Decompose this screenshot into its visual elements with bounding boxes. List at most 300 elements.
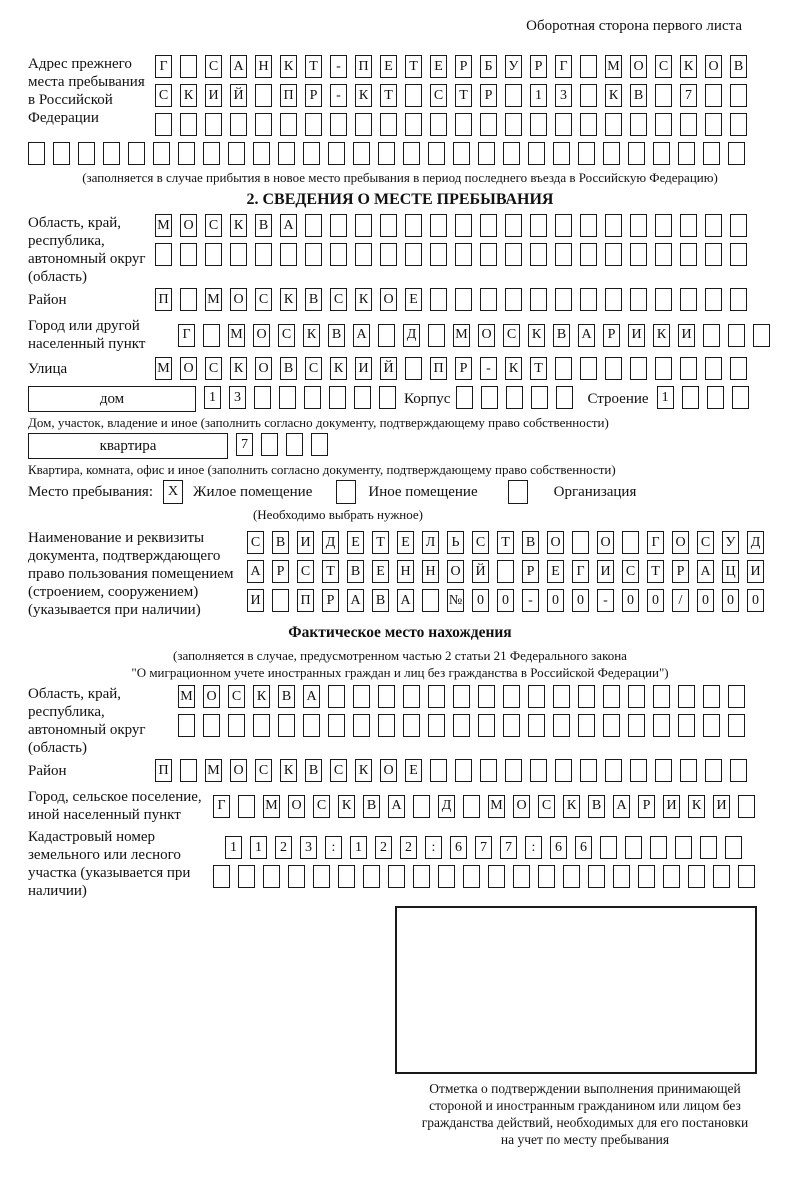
- char-cell[interactable]: [728, 324, 745, 347]
- char-cell[interactable]: И: [297, 531, 314, 554]
- char-cell[interactable]: М: [155, 214, 172, 237]
- char-cell[interactable]: [588, 865, 605, 888]
- char-cell[interactable]: [530, 113, 547, 136]
- char-cell[interactable]: 0: [697, 589, 714, 612]
- char-cell[interactable]: [655, 288, 672, 311]
- char-cell[interactable]: [703, 714, 720, 737]
- char-cell[interactable]: А: [303, 685, 320, 708]
- char-cell[interactable]: [455, 759, 472, 782]
- char-cell[interactable]: [380, 214, 397, 237]
- char-cell[interactable]: [680, 214, 697, 237]
- char-cell[interactable]: [678, 714, 695, 737]
- char-cell[interactable]: [428, 324, 445, 347]
- char-cell[interactable]: Т: [405, 55, 422, 78]
- char-cell[interactable]: Р: [672, 560, 689, 583]
- char-cell[interactable]: [678, 685, 695, 708]
- char-cell[interactable]: [338, 865, 355, 888]
- char-cell[interactable]: [303, 142, 320, 165]
- factual-gorod-grid-row[interactable]: [213, 795, 755, 818]
- char-cell[interactable]: [738, 795, 755, 818]
- char-cell[interactable]: :: [325, 836, 342, 859]
- char-cell[interactable]: [628, 714, 645, 737]
- char-cell[interactable]: П: [280, 84, 297, 107]
- char-cell[interactable]: [553, 142, 570, 165]
- char-cell[interactable]: [180, 288, 197, 311]
- char-cell[interactable]: [730, 243, 747, 266]
- char-cell[interactable]: [155, 243, 172, 266]
- char-cell[interactable]: Р: [603, 324, 620, 347]
- char-cell[interactable]: [688, 865, 705, 888]
- char-cell[interactable]: [463, 865, 480, 888]
- char-cell[interactable]: [155, 113, 172, 136]
- char-cell[interactable]: [613, 865, 630, 888]
- char-cell[interactable]: 0: [722, 589, 739, 612]
- char-cell[interactable]: 0: [572, 589, 589, 612]
- char-cell[interactable]: Р: [322, 589, 339, 612]
- char-cell[interactable]: А: [697, 560, 714, 583]
- char-cell[interactable]: О: [255, 357, 272, 380]
- char-cell[interactable]: [405, 84, 422, 107]
- char-cell[interactable]: С: [330, 288, 347, 311]
- char-cell[interactable]: П: [430, 357, 447, 380]
- char-cell[interactable]: -: [597, 589, 614, 612]
- char-cell[interactable]: А: [353, 324, 370, 347]
- char-cell[interactable]: [378, 714, 395, 737]
- char-cell[interactable]: Т: [530, 357, 547, 380]
- char-cell[interactable]: Т: [497, 531, 514, 554]
- char-cell[interactable]: О: [705, 55, 722, 78]
- char-cell[interactable]: С: [503, 324, 520, 347]
- char-cell[interactable]: Л: [422, 531, 439, 554]
- factual-oblast-grid-row-2[interactable]: [178, 714, 772, 737]
- char-cell[interactable]: [230, 243, 247, 266]
- char-cell[interactable]: [405, 357, 422, 380]
- char-cell[interactable]: [703, 142, 720, 165]
- char-cell[interactable]: С: [697, 531, 714, 554]
- char-cell[interactable]: Н: [422, 560, 439, 583]
- char-cell[interactable]: П: [155, 759, 172, 782]
- char-cell[interactable]: Т: [380, 84, 397, 107]
- char-cell[interactable]: [580, 113, 597, 136]
- char-cell[interactable]: 2: [275, 836, 292, 859]
- char-cell[interactable]: [378, 324, 395, 347]
- char-cell[interactable]: Е: [397, 531, 414, 554]
- char-cell[interactable]: [456, 386, 473, 409]
- char-cell[interactable]: С: [297, 560, 314, 583]
- char-cell[interactable]: У: [722, 531, 739, 554]
- char-cell[interactable]: [178, 714, 195, 737]
- char-cell[interactable]: Б: [480, 55, 497, 78]
- char-cell[interactable]: Р: [455, 357, 472, 380]
- char-cell[interactable]: [497, 560, 514, 583]
- kadastr-grid-row-2[interactable]: [213, 865, 772, 888]
- char-cell[interactable]: [455, 288, 472, 311]
- char-cell[interactable]: [578, 142, 595, 165]
- char-cell[interactable]: [153, 142, 170, 165]
- document-grid-row-3[interactable]: [247, 589, 772, 612]
- char-cell[interactable]: Т: [372, 531, 389, 554]
- char-cell[interactable]: [28, 142, 45, 165]
- char-cell[interactable]: К: [605, 84, 622, 107]
- char-cell[interactable]: К: [330, 357, 347, 380]
- char-cell[interactable]: [705, 84, 722, 107]
- char-cell[interactable]: [455, 113, 472, 136]
- char-cell[interactable]: [380, 243, 397, 266]
- char-cell[interactable]: [103, 142, 120, 165]
- char-cell[interactable]: [430, 243, 447, 266]
- char-cell[interactable]: В: [328, 324, 345, 347]
- char-cell[interactable]: [353, 142, 370, 165]
- char-cell[interactable]: П: [155, 288, 172, 311]
- char-cell[interactable]: С: [247, 531, 264, 554]
- char-cell[interactable]: [286, 433, 303, 456]
- char-cell[interactable]: [178, 142, 195, 165]
- char-cell[interactable]: С: [278, 324, 295, 347]
- char-cell[interactable]: М: [605, 55, 622, 78]
- char-cell[interactable]: М: [155, 357, 172, 380]
- char-cell[interactable]: [203, 714, 220, 737]
- char-cell[interactable]: Р: [305, 84, 322, 107]
- char-cell[interactable]: [705, 113, 722, 136]
- char-cell[interactable]: [705, 759, 722, 782]
- char-cell[interactable]: О: [547, 531, 564, 554]
- factual-oblast-grid-row-1[interactable]: [178, 685, 772, 708]
- char-cell[interactable]: Г: [155, 55, 172, 78]
- char-cell[interactable]: [480, 113, 497, 136]
- char-cell[interactable]: [279, 386, 296, 409]
- char-cell[interactable]: [405, 214, 422, 237]
- char-cell[interactable]: [180, 759, 197, 782]
- char-cell[interactable]: [263, 865, 280, 888]
- char-cell[interactable]: [553, 685, 570, 708]
- char-cell[interactable]: К: [355, 759, 372, 782]
- char-cell[interactable]: [280, 243, 297, 266]
- char-cell[interactable]: В: [363, 795, 380, 818]
- char-cell[interactable]: [128, 142, 145, 165]
- char-cell[interactable]: -: [330, 84, 347, 107]
- char-cell[interactable]: 7: [680, 84, 697, 107]
- char-cell[interactable]: [531, 386, 548, 409]
- char-cell[interactable]: В: [522, 531, 539, 554]
- char-cell[interactable]: В: [305, 759, 322, 782]
- char-cell[interactable]: [580, 55, 597, 78]
- char-cell[interactable]: В: [272, 531, 289, 554]
- residence-checkbox-org[interactable]: [508, 480, 528, 504]
- char-cell[interactable]: [328, 714, 345, 737]
- korpus-grid[interactable]: [456, 386, 573, 409]
- char-cell[interactable]: П: [355, 55, 372, 78]
- char-cell[interactable]: [278, 714, 295, 737]
- char-cell[interactable]: [630, 243, 647, 266]
- char-cell[interactable]: М: [205, 759, 222, 782]
- factual-raion-grid-row[interactable]: [155, 759, 747, 782]
- char-cell[interactable]: [530, 288, 547, 311]
- apartment-type-box[interactable]: квартира: [28, 433, 228, 459]
- char-cell[interactable]: [505, 288, 522, 311]
- char-cell[interactable]: [605, 243, 622, 266]
- char-cell[interactable]: [480, 288, 497, 311]
- char-cell[interactable]: К: [528, 324, 545, 347]
- char-cell[interactable]: Е: [372, 560, 389, 583]
- char-cell[interactable]: [463, 795, 480, 818]
- char-cell[interactable]: [655, 84, 672, 107]
- char-cell[interactable]: [330, 243, 347, 266]
- document-grid-row-2[interactable]: [247, 560, 772, 583]
- house-number-grid[interactable]: [204, 386, 396, 409]
- char-cell[interactable]: [555, 357, 572, 380]
- char-cell[interactable]: [630, 113, 647, 136]
- char-cell[interactable]: С: [472, 531, 489, 554]
- char-cell[interactable]: К: [338, 795, 355, 818]
- char-cell[interactable]: [622, 531, 639, 554]
- kadastr-grid-row-1[interactable]: [225, 836, 772, 859]
- char-cell[interactable]: [655, 214, 672, 237]
- char-cell[interactable]: Е: [430, 55, 447, 78]
- char-cell[interactable]: [705, 288, 722, 311]
- char-cell[interactable]: С: [330, 759, 347, 782]
- char-cell[interactable]: О: [253, 324, 270, 347]
- char-cell[interactable]: К: [688, 795, 705, 818]
- char-cell[interactable]: [280, 113, 297, 136]
- char-cell[interactable]: -: [330, 55, 347, 78]
- char-cell[interactable]: №: [447, 589, 464, 612]
- oblast-grid-row-2[interactable]: [155, 243, 772, 266]
- char-cell[interactable]: [305, 214, 322, 237]
- char-cell[interactable]: [528, 714, 545, 737]
- char-cell[interactable]: [503, 685, 520, 708]
- char-cell[interactable]: [572, 531, 589, 554]
- char-cell[interactable]: Т: [647, 560, 664, 583]
- char-cell[interactable]: [530, 759, 547, 782]
- char-cell[interactable]: [555, 759, 572, 782]
- char-cell[interactable]: И: [678, 324, 695, 347]
- char-cell[interactable]: 3: [300, 836, 317, 859]
- char-cell[interactable]: В: [280, 357, 297, 380]
- char-cell[interactable]: [730, 288, 747, 311]
- char-cell[interactable]: И: [747, 560, 764, 583]
- char-cell[interactable]: М: [228, 324, 245, 347]
- char-cell[interactable]: [728, 685, 745, 708]
- char-cell[interactable]: [705, 243, 722, 266]
- char-cell[interactable]: [655, 759, 672, 782]
- char-cell[interactable]: [653, 142, 670, 165]
- char-cell[interactable]: /: [672, 589, 689, 612]
- char-cell[interactable]: [600, 836, 617, 859]
- char-cell[interactable]: [678, 142, 695, 165]
- char-cell[interactable]: [680, 357, 697, 380]
- char-cell[interactable]: К: [280, 55, 297, 78]
- char-cell[interactable]: 0: [747, 589, 764, 612]
- char-cell[interactable]: [580, 357, 597, 380]
- char-cell[interactable]: [430, 113, 447, 136]
- char-cell[interactable]: [330, 214, 347, 237]
- char-cell[interactable]: Й: [472, 560, 489, 583]
- char-cell[interactable]: О: [630, 55, 647, 78]
- char-cell[interactable]: С: [255, 288, 272, 311]
- house-type-box[interactable]: дом: [28, 386, 196, 412]
- char-cell[interactable]: С: [655, 55, 672, 78]
- char-cell[interactable]: М: [263, 795, 280, 818]
- char-cell[interactable]: Т: [305, 55, 322, 78]
- char-cell[interactable]: С: [255, 759, 272, 782]
- char-cell[interactable]: [328, 685, 345, 708]
- char-cell[interactable]: И: [205, 84, 222, 107]
- char-cell[interactable]: Р: [272, 560, 289, 583]
- char-cell[interactable]: [530, 243, 547, 266]
- char-cell[interactable]: [203, 142, 220, 165]
- char-cell[interactable]: [378, 685, 395, 708]
- apartment-number-grid[interactable]: [236, 433, 328, 456]
- char-cell[interactable]: Е: [347, 531, 364, 554]
- char-cell[interactable]: [378, 142, 395, 165]
- char-cell[interactable]: [555, 288, 572, 311]
- char-cell[interactable]: К: [280, 759, 297, 782]
- char-cell[interactable]: [228, 142, 245, 165]
- char-cell[interactable]: [480, 243, 497, 266]
- char-cell[interactable]: Ь: [447, 531, 464, 554]
- char-cell[interactable]: [203, 324, 220, 347]
- char-cell[interactable]: К: [563, 795, 580, 818]
- char-cell[interactable]: А: [247, 560, 264, 583]
- char-cell[interactable]: [205, 243, 222, 266]
- char-cell[interactable]: К: [653, 324, 670, 347]
- char-cell[interactable]: И: [597, 560, 614, 583]
- char-cell[interactable]: С: [205, 214, 222, 237]
- char-cell[interactable]: [213, 865, 230, 888]
- char-cell[interactable]: [53, 142, 70, 165]
- char-cell[interactable]: [353, 685, 370, 708]
- char-cell[interactable]: К: [230, 357, 247, 380]
- char-cell[interactable]: [580, 214, 597, 237]
- char-cell[interactable]: Р: [480, 84, 497, 107]
- char-cell[interactable]: [630, 759, 647, 782]
- char-cell[interactable]: [453, 685, 470, 708]
- char-cell[interactable]: [488, 865, 505, 888]
- char-cell[interactable]: [305, 113, 322, 136]
- char-cell[interactable]: О: [230, 759, 247, 782]
- char-cell[interactable]: [478, 142, 495, 165]
- char-cell[interactable]: [505, 243, 522, 266]
- char-cell[interactable]: [655, 113, 672, 136]
- prev-address-grid-row-1[interactable]: [155, 55, 772, 78]
- char-cell[interactable]: [403, 685, 420, 708]
- char-cell[interactable]: [578, 685, 595, 708]
- char-cell[interactable]: [503, 142, 520, 165]
- char-cell[interactable]: Д: [322, 531, 339, 554]
- char-cell[interactable]: И: [713, 795, 730, 818]
- char-cell[interactable]: [503, 714, 520, 737]
- char-cell[interactable]: 3: [229, 386, 246, 409]
- char-cell[interactable]: [703, 324, 720, 347]
- char-cell[interactable]: [707, 386, 724, 409]
- char-cell[interactable]: [304, 386, 321, 409]
- char-cell[interactable]: [478, 714, 495, 737]
- char-cell[interactable]: Й: [380, 357, 397, 380]
- char-cell[interactable]: [705, 357, 722, 380]
- char-cell[interactable]: 1: [204, 386, 221, 409]
- char-cell[interactable]: М: [178, 685, 195, 708]
- char-cell[interactable]: -: [522, 589, 539, 612]
- char-cell[interactable]: [255, 113, 272, 136]
- char-cell[interactable]: [505, 84, 522, 107]
- char-cell[interactable]: [603, 714, 620, 737]
- char-cell[interactable]: С: [205, 357, 222, 380]
- char-cell[interactable]: 7: [500, 836, 517, 859]
- char-cell[interactable]: [428, 142, 445, 165]
- char-cell[interactable]: [700, 836, 717, 859]
- char-cell[interactable]: [480, 759, 497, 782]
- char-cell[interactable]: [563, 865, 580, 888]
- gorod-grid-row[interactable]: [178, 324, 770, 347]
- char-cell[interactable]: К: [280, 288, 297, 311]
- char-cell[interactable]: [430, 288, 447, 311]
- char-cell[interactable]: И: [247, 589, 264, 612]
- char-cell[interactable]: [403, 714, 420, 737]
- char-cell[interactable]: [430, 214, 447, 237]
- char-cell[interactable]: [580, 84, 597, 107]
- char-cell[interactable]: 0: [622, 589, 639, 612]
- char-cell[interactable]: С: [622, 560, 639, 583]
- char-cell[interactable]: А: [347, 589, 364, 612]
- char-cell[interactable]: [355, 243, 372, 266]
- char-cell[interactable]: [713, 865, 730, 888]
- char-cell[interactable]: [630, 288, 647, 311]
- char-cell[interactable]: В: [630, 84, 647, 107]
- char-cell[interactable]: [680, 243, 697, 266]
- char-cell[interactable]: А: [230, 55, 247, 78]
- char-cell[interactable]: [180, 113, 197, 136]
- char-cell[interactable]: О: [513, 795, 530, 818]
- char-cell[interactable]: М: [205, 288, 222, 311]
- char-cell[interactable]: [230, 113, 247, 136]
- char-cell[interactable]: [380, 113, 397, 136]
- char-cell[interactable]: Ц: [722, 560, 739, 583]
- char-cell[interactable]: [605, 288, 622, 311]
- char-cell[interactable]: [78, 142, 95, 165]
- char-cell[interactable]: [453, 714, 470, 737]
- char-cell[interactable]: 6: [550, 836, 567, 859]
- char-cell[interactable]: С: [205, 55, 222, 78]
- char-cell[interactable]: С: [430, 84, 447, 107]
- char-cell[interactable]: [506, 386, 523, 409]
- char-cell[interactable]: К: [230, 214, 247, 237]
- char-cell[interactable]: И: [628, 324, 645, 347]
- char-cell[interactable]: Г: [178, 324, 195, 347]
- char-cell[interactable]: 6: [575, 836, 592, 859]
- char-cell[interactable]: К: [505, 357, 522, 380]
- char-cell[interactable]: В: [278, 685, 295, 708]
- char-cell[interactable]: Й: [230, 84, 247, 107]
- char-cell[interactable]: [353, 714, 370, 737]
- char-cell[interactable]: [455, 214, 472, 237]
- char-cell[interactable]: [630, 357, 647, 380]
- char-cell[interactable]: 1: [350, 836, 367, 859]
- char-cell[interactable]: [355, 113, 372, 136]
- char-cell[interactable]: С: [313, 795, 330, 818]
- char-cell[interactable]: [505, 759, 522, 782]
- char-cell[interactable]: [553, 714, 570, 737]
- char-cell[interactable]: В: [347, 560, 364, 583]
- char-cell[interactable]: [703, 685, 720, 708]
- char-cell[interactable]: А: [388, 795, 405, 818]
- char-cell[interactable]: К: [180, 84, 197, 107]
- char-cell[interactable]: Е: [547, 560, 564, 583]
- char-cell[interactable]: [180, 55, 197, 78]
- char-cell[interactable]: [180, 243, 197, 266]
- char-cell[interactable]: [625, 836, 642, 859]
- char-cell[interactable]: :: [425, 836, 442, 859]
- char-cell[interactable]: [555, 214, 572, 237]
